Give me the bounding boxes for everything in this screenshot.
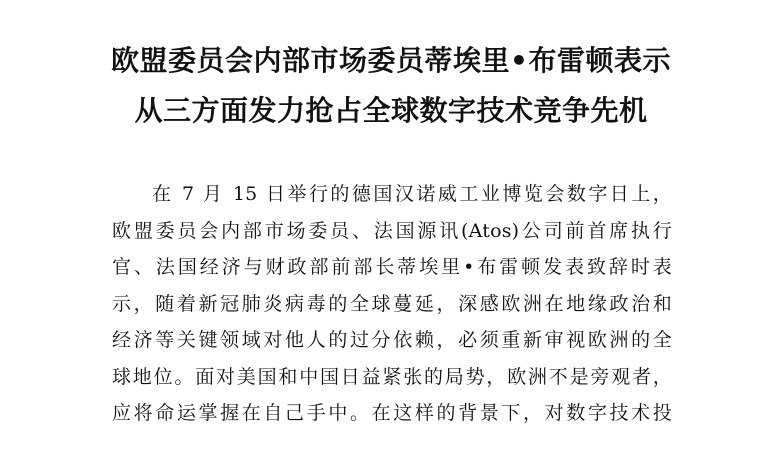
paragraph-line-2: 欧盟委员会内部市场委员、法国源讯(Atos)公司前首席执行: [112, 219, 672, 242]
title-line-1: 欧盟委员会内部市场委员蒂埃里•布雷顿表示: [111, 44, 671, 77]
paragraph-line-3: 官、法国经济与财政部前部长蒂埃里•布雷顿发表致辞时表: [112, 256, 672, 278]
paragraph-line-6: 球地位。面对美国和中国日益紧张的局势，欧洲不是旁观者，: [112, 365, 672, 388]
paragraph-line-1: 在 7 月 15 日举行的德国汉诺威工业博览会数字日上，: [152, 183, 672, 205]
document-title: [0, 36, 782, 136]
paragraph-line-7: 应将命运掌握在自己手中。在这样的背景下，对数字技术投: [112, 402, 672, 424]
document-body: [112, 176, 672, 432]
title-line-2: 从三方面发力抢占全球数字技术竞争先机: [134, 94, 648, 127]
paragraph-line-4: 示，随着新冠肺炎病毒的全球蔓延，深感欧洲在地缘政治和: [112, 292, 672, 315]
paragraph-line-5: 经济等关键领域对他人的过分依赖，必须重新审视欧洲的全: [112, 329, 672, 351]
